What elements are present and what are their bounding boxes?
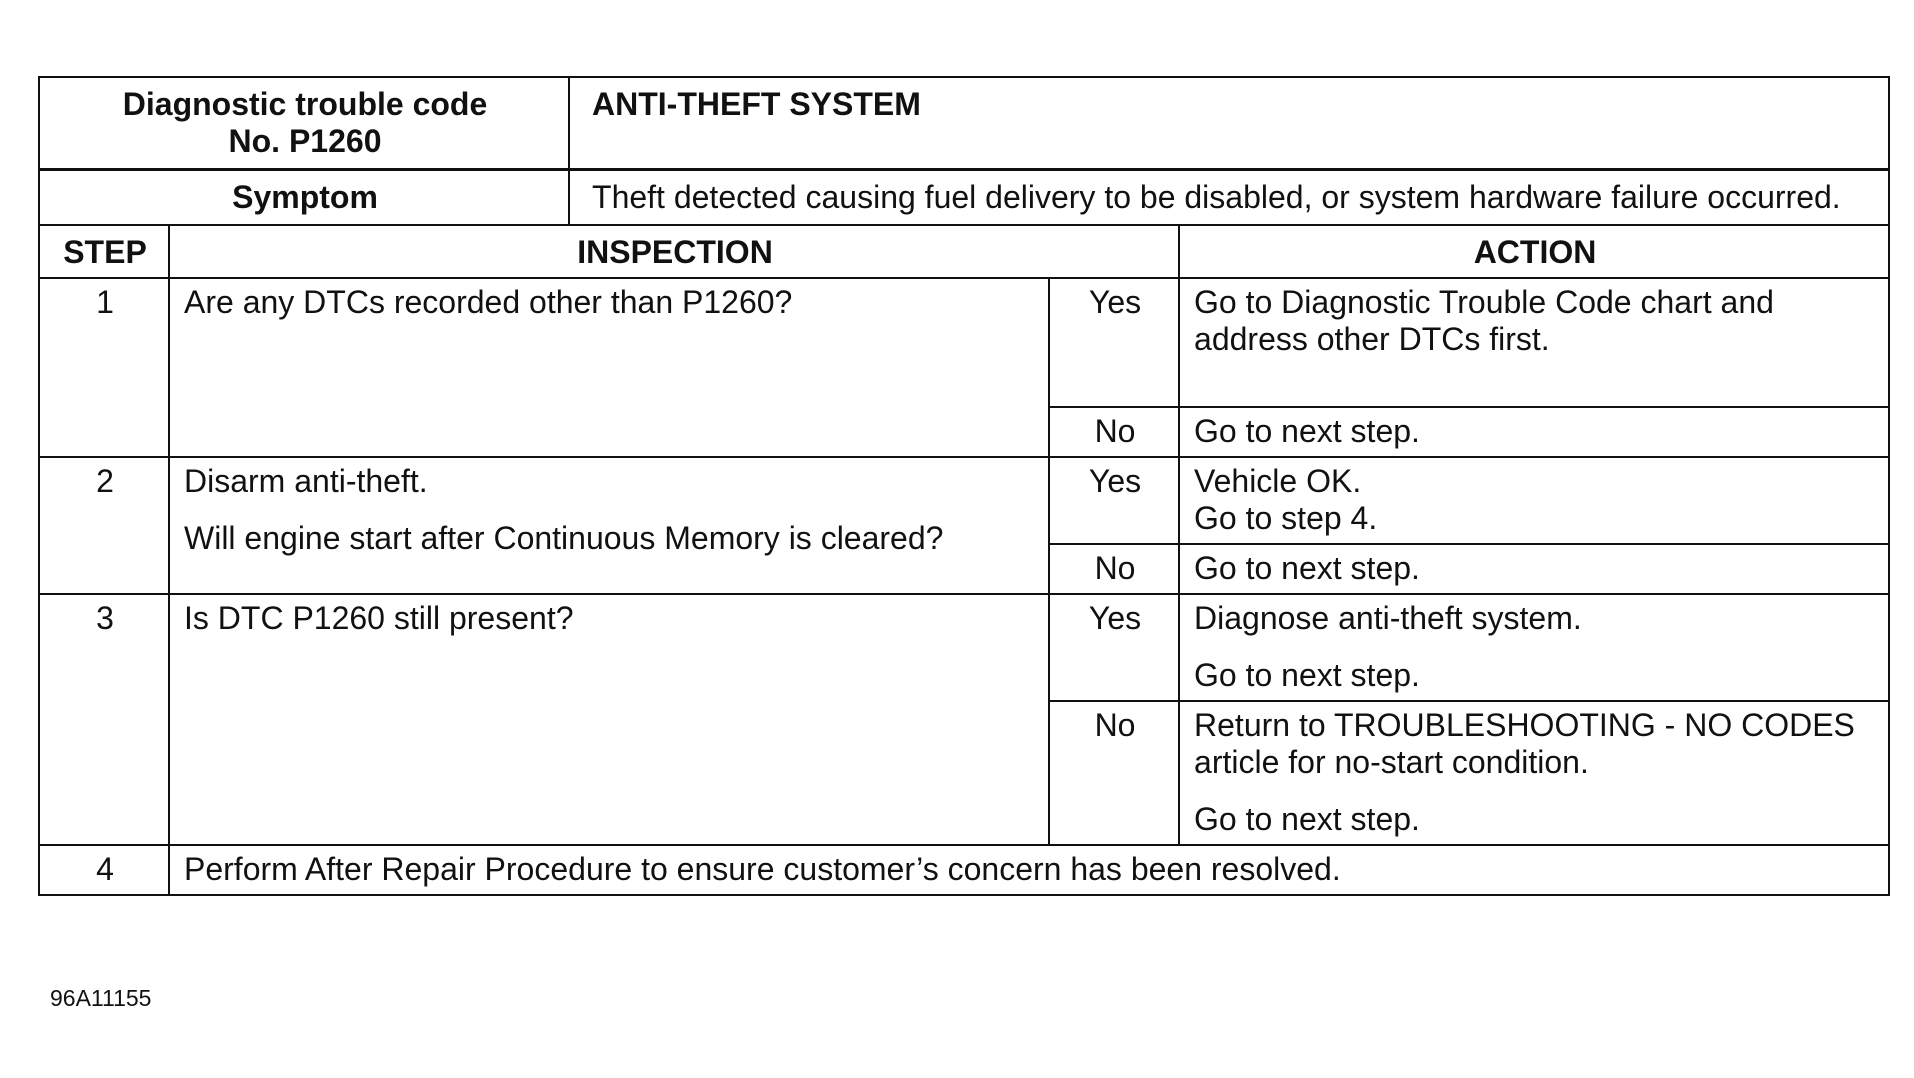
action-line: Go to next step. [1194,801,1420,837]
column-header-row [39,225,1889,278]
symptom-text: Theft detected causing fuel delivery to be disabled, or system hardware failure occurred. [569,170,1889,226]
yes-label: Yes [1049,278,1179,407]
step-row-4 [39,845,1889,895]
step-row-2 [39,457,1889,544]
step-number: 1 [39,278,169,457]
no-label: No [1049,701,1179,845]
inspection-line: Will engine start after Continuous Memory is cleared? [184,520,944,556]
step-row-1 [39,278,1889,407]
no-action: Go to next step. [1179,544,1889,594]
step-inspection: Perform After Repair Procedure to ensure customer’s concern has been resolved. [169,845,1889,895]
column-header-action: ACTION [1179,225,1889,278]
step-number: 2 [39,457,169,594]
yes-action [1179,457,1889,544]
yes-label: Yes [1049,594,1179,701]
step-inspection: Is DTC P1260 still present? [169,594,1049,845]
action-line: Go to step 4. [1194,500,1378,536]
step-row-3 [39,594,1889,701]
action-line: Go to next step. [1194,657,1420,693]
symptom-label: Symptom [39,170,569,226]
no-action [1179,701,1889,845]
symptom-row [39,170,1889,226]
action-line: Vehicle OK. [1194,463,1362,499]
no-label: No [1049,544,1179,594]
dtc-header-row [39,77,1889,170]
action-line: Diagnose anti-theft system. [1194,600,1582,636]
no-action: Go to next step. [1179,407,1889,457]
yes-action [1179,594,1889,701]
step-inspection [169,457,1049,594]
inspection-line: Disarm anti-theft. [184,463,428,499]
dtc-label-line1: Diagnostic trouble code [122,86,488,122]
diagnostic-table [38,76,1890,896]
column-header-step: STEP [39,225,169,278]
dtc-label-cell [39,77,569,170]
step-number: 3 [39,594,169,845]
yes-label: Yes [1049,457,1179,544]
dtc-code: No. P1260 [228,123,382,159]
figure-id: 96A11155 [50,985,152,1011]
column-header-inspection: INSPECTION [169,225,1179,278]
step-number: 4 [39,845,169,895]
yes-action: Go to Diagnostic Trouble Code chart and address other DTCs first. [1179,278,1889,407]
step-inspection: Are any DTCs recorded other than P1260? [169,278,1049,457]
system-title: ANTI-THEFT SYSTEM [569,77,1889,170]
action-line: Return to TROUBLESHOOTING - NO CODES article for no-start condition. [1194,707,1855,780]
no-label: No [1049,407,1179,457]
